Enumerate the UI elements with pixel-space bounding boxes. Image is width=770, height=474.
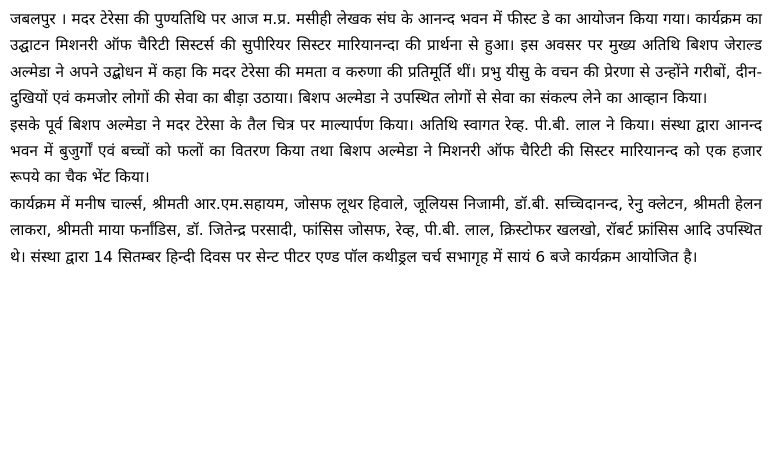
document-body bbox=[10, 6, 762, 270]
paragraph-garlanding-distribution: इसके पूर्व बिशप अल्मेडा ने मदर टेरेसा के तैल चित्र पर माल्यार्पण किया। अतिथि स्वागत रेव्ह. पी.बी. लाल ने किया। संस्था द्वारा आनन्द भवन में बुजुर्गों एवं बच्चों को फलों का वितरण किया तथा बिशप अल्मेडा ने मिशनरी ऑफ चैरिटी की सिस्टर मारियानन्द को एक हजार रूपये का चैक भेंट किया। bbox=[10, 115, 762, 187]
paragraph-event-report: जबलपुर । मदर टेरेसा की पुण्यतिथि पर आज म.प्र. मसीही लेखक संघ के आनन्द भवन में फीस्ट डे का आयोजन किया गया। कार्यक्रम का उद्घाटन मिशनरी ऑफ चैरिटी सिस्टर्स की सुपीरियर सिस्टर मारियानन्दा की प्रार्थना से हुआ। इस अवसर पर मुख्य अतिथि बिशप जेराल्ड अल्मेडा ने अपने उद्बोधन में कहा कि मदर टेरेसा की ममता व करुणा की प्रतिमूर्ति थीं। प्रभु यीसु के वचन की प्रेरणा से उन्होंने गरीबों, दीन-दुखियों एवं कमजोर लोगों की सेवा का बीड़ा उठाया। बिशप अल्मेडा ने उपस्थित लोगों से सेवा का संकल्प लेने का आव्हान किया। bbox=[10, 10, 762, 108]
paragraph-attendees-announcement: कार्यक्रम में मनीष चार्ल्स, श्रीमती आर.एम.सहायम, जोसफ लूथर हिवाले, जूलियस निजामी, डॉ.बी. सच्चिदानन्द, रेनु क्लेटन, श्रीमती हेलन लाकरा, श्रीमती माया फर्नांडिस, डॉ. जितेन्द्र परसादी, फांसिस जोसफ, रेव्ह, पी.बी. लाल, क्रिस्टोफर खलखो, रॉबर्ट फ्रांसिस आदि उपस्थित थे। संस्था द्वारा 14 सितम्बर हिन्दी दिवस पर सेन्ट पीटर एण्ड पॉल कथीड्रल चर्च सभागृह में सायं 6 बजे कार्यक्रम आयोजित है। bbox=[10, 194, 762, 266]
